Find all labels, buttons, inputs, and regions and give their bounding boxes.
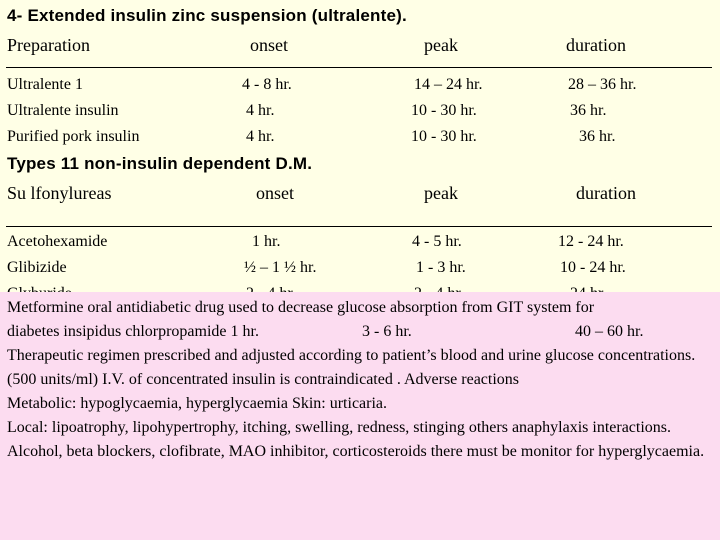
col-header-duration: duration — [566, 35, 626, 55]
col-header-peak: peak — [424, 183, 458, 203]
row-duration: 10 - 24 hr. — [560, 259, 626, 276]
row-name: Ultralente 1 — [7, 76, 83, 93]
row-onset: 4 hr. — [246, 128, 275, 145]
note-chlorpropamide-onset: diabetes insipidus chlorpropamide 1 hr. — [7, 323, 259, 340]
section2-title: Types 11 non-insulin dependent D.M. — [7, 154, 313, 173]
row-onset: ½ – 1 ½ hr. — [244, 259, 317, 276]
row-name: Glibizide — [7, 259, 67, 276]
row-name: Acetohexamide — [7, 233, 108, 250]
table1-divider — [6, 67, 712, 68]
row-duration: 36 hr. — [570, 102, 607, 119]
row-name: Purified pork insulin — [7, 128, 140, 145]
col-header-onset: onset — [250, 35, 288, 55]
row-onset: 4 hr. — [246, 102, 275, 119]
note-interactions: Alcohol, beta blockers, clofibrate, MAO inhibitor, corticosteroids there must be monitor for hyperglycaemia. — [7, 443, 705, 460]
section1-title: 4- Extended insulin zinc suspension (ultralente). — [7, 6, 407, 25]
note-metformine-line1: Metformine oral antidiabetic drug used to decrease glucose absorption from GIT system for — [7, 299, 595, 316]
note-adverse-metabolic: Metabolic: hypoglycaemia, hyperglycaemia Skin: urticaria. — [7, 395, 388, 412]
col-header-peak: peak — [424, 35, 458, 55]
row-onset: 1 hr. — [252, 233, 281, 250]
note-chlorpropamide-peak: 3 - 6 hr. — [362, 323, 412, 340]
row-peak: 10 - 30 hr. — [411, 102, 477, 119]
note-metformine-line2 — [7, 320, 714, 344]
col-header-duration: duration — [576, 183, 636, 203]
row-onset: 4 - 8 hr. — [242, 76, 292, 93]
row-duration: 36 hr. — [579, 128, 616, 145]
col-header-preparation: Preparation — [7, 35, 90, 55]
row-peak: 10 - 30 hr. — [411, 128, 477, 145]
row-peak: 14 – 24 hr. — [414, 76, 483, 93]
row-name: Ultralente insulin — [7, 102, 119, 119]
col-header-onset: onset — [256, 183, 294, 203]
table2-divider — [6, 226, 712, 227]
row-peak: 4 - 5 hr. — [412, 233, 462, 250]
note-chlorpropamide-duration: 40 – 60 hr. — [575, 323, 644, 340]
row-peak: 1 - 3 hr. — [416, 259, 466, 276]
col-header-sulfonylureas: Su lfonylureas — [7, 183, 112, 203]
row-duration: 28 – 36 hr. — [568, 76, 637, 93]
row-duration: 12 - 24 hr. — [558, 233, 624, 250]
note-concentrated-insulin: (500 units/ml) I.V. of concentrated insulin is contraindicated . Adverse reactions — [7, 371, 520, 388]
notes-box — [0, 292, 720, 540]
note-therapeutic-regimen: Therapeutic regimen prescribed and adjusted according to patient’s blood and urine glucose concentrations. — [7, 347, 696, 364]
note-adverse-local: Local: lipoatrophy, lipohypertrophy, itching, swelling, redness, stinging others anaphylaxis interactions. — [7, 419, 672, 436]
